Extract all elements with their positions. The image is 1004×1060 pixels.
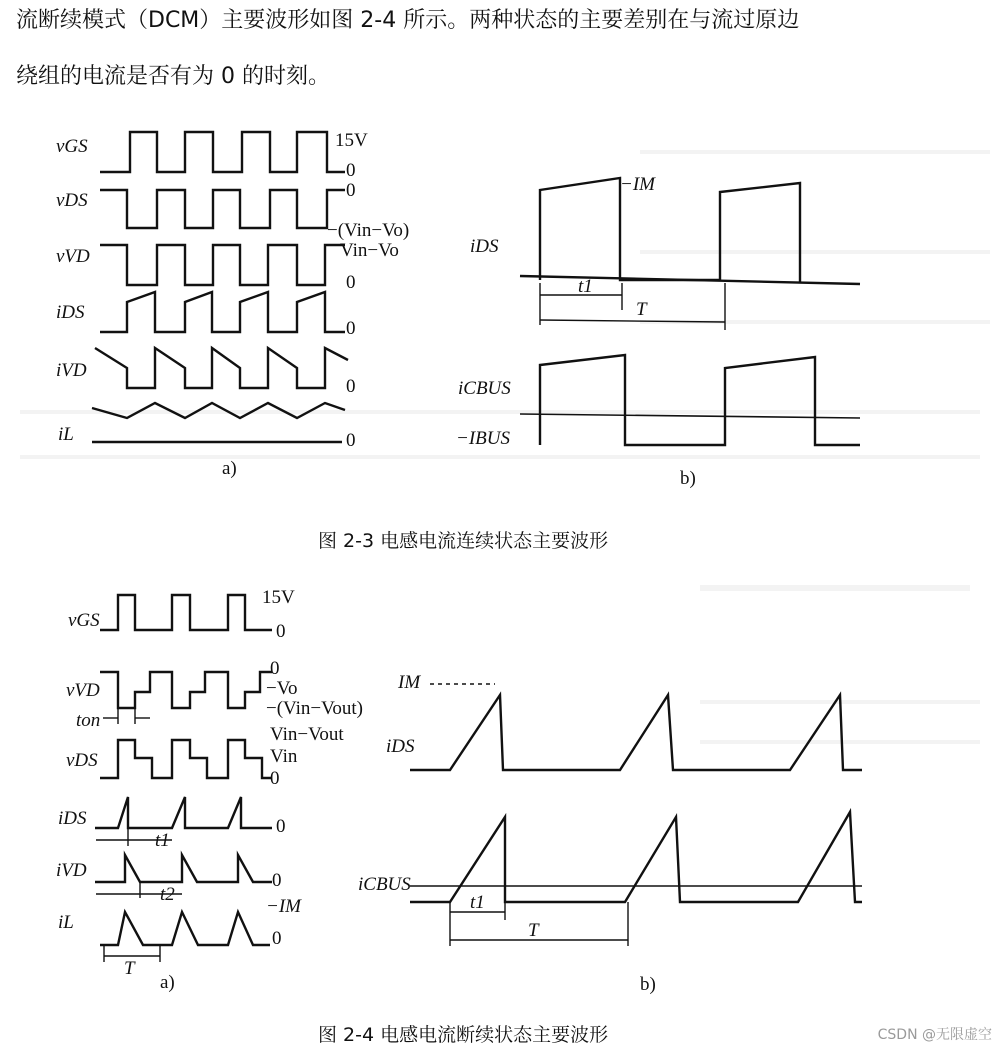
fig4-vds-wave bbox=[100, 740, 272, 778]
fig4b-icbus: iCBUS bbox=[358, 874, 411, 895]
fig4b-T: T bbox=[528, 920, 539, 941]
fig4-val-vin: Vin bbox=[270, 746, 298, 767]
fig3-label-vvd: vVD bbox=[56, 246, 90, 267]
fig4-val-0-f: 0 bbox=[272, 928, 282, 949]
fig4-panel-b: b) bbox=[640, 974, 656, 995]
fig4-val-vin-vout: Vin−Vout bbox=[270, 724, 344, 745]
fig4-val-vin-vout-neg: −(Vin−Vout) bbox=[266, 698, 363, 719]
fig3-b-waveforms bbox=[520, 178, 860, 445]
fig3-caption: 图 2-3 电感电流连续状态主要波形 bbox=[318, 530, 609, 552]
fig3-val-0-d: 0 bbox=[346, 318, 356, 339]
fig3-val-0-f: 0 bbox=[346, 430, 356, 451]
fig3-label-il: iL bbox=[58, 424, 74, 445]
fig3-vgs-wave bbox=[100, 132, 345, 172]
fig3-panel-a: a) bbox=[222, 458, 237, 479]
fig4-b-waveforms bbox=[410, 684, 862, 902]
fig3-vvd-wave bbox=[100, 245, 345, 285]
fig3b-ids: iDS bbox=[470, 236, 499, 257]
fig4-val-15v: 15V bbox=[262, 587, 295, 608]
fig3-val-0-e: 0 bbox=[346, 376, 356, 397]
fig3-panel-b: b) bbox=[680, 468, 696, 489]
fig4-b-labels bbox=[358, 672, 656, 995]
csdn-watermark: CSDN @无限虚空 bbox=[877, 1027, 992, 1043]
fig4-vvd-wave bbox=[100, 672, 272, 708]
fig3-val-vin-vo-neg: −(Vin−Vo) bbox=[327, 220, 410, 241]
fig3-a-labels bbox=[56, 130, 409, 479]
fig4-val-im: −IM bbox=[266, 896, 301, 917]
fig4-panel-a: a) bbox=[160, 972, 175, 993]
fig3-val-0-c: 0 bbox=[346, 272, 356, 293]
fig3b-T: T bbox=[636, 299, 647, 320]
fig3b-t1: t1 bbox=[578, 276, 593, 297]
fig3-ivd-wave bbox=[95, 348, 348, 388]
fig4-label-il: iL bbox=[58, 912, 74, 933]
fig4-T: T bbox=[124, 958, 135, 979]
fig3-val-0-a: 0 bbox=[346, 160, 356, 181]
fig3-val-0-b: 0 bbox=[346, 180, 356, 201]
fig3-label-ids: iDS bbox=[56, 302, 85, 323]
fig3b-icbus: iCBUS bbox=[458, 378, 511, 399]
fig4-val-vo: −Vo bbox=[266, 678, 298, 699]
body-text-line-1: 流断续模式（DCM）主要波形如图 2-4 所示。两种状态的主要差别在与流过原边 bbox=[16, 8, 800, 33]
fig3-val-vin-vo: Vin−Vo bbox=[340, 240, 399, 261]
fig4-label-ids: iDS bbox=[58, 808, 87, 829]
fig3b-ibus: −IBUS bbox=[456, 428, 510, 449]
fig4-ids-wave bbox=[95, 797, 272, 828]
fig4-val-0-a: 0 bbox=[276, 621, 286, 642]
fig3-vds-wave bbox=[100, 190, 345, 228]
fig4-val-0-c: 0 bbox=[270, 768, 280, 789]
fig4-il-wave bbox=[100, 912, 270, 945]
fig4-label-vvd: vVD bbox=[66, 680, 100, 701]
fig4-val-0-e: 0 bbox=[272, 870, 282, 891]
fig4-label-vds: vDS bbox=[66, 750, 98, 771]
fig3b-ids-wave bbox=[540, 178, 800, 282]
fig3-label-vgs: vGS bbox=[56, 136, 88, 157]
fig4b-icbus-wave bbox=[410, 812, 862, 902]
fig4b-im: IM bbox=[398, 672, 421, 693]
fig4b-ids: iDS bbox=[386, 736, 415, 757]
fig3-label-vds: vDS bbox=[56, 190, 88, 211]
fig4-a-waveforms bbox=[95, 595, 272, 945]
fig4-ton: ton bbox=[76, 710, 101, 731]
fig3-ids-wave bbox=[100, 292, 345, 332]
fig3b-icbus-axis bbox=[520, 414, 860, 418]
fig4b-t1: t1 bbox=[470, 892, 485, 913]
fig4-val-0-b: 0 bbox=[270, 658, 280, 679]
fig4-t1: t1 bbox=[155, 830, 170, 851]
fig3b-ids-axis bbox=[520, 276, 860, 284]
fig4-val-0-d: 0 bbox=[276, 816, 286, 837]
body-text-line-2: 绕组的电流是否有为 0 的时刻。 bbox=[16, 64, 330, 89]
fig4-t2: t2 bbox=[160, 884, 175, 905]
fig4-label-vgs: vGS bbox=[68, 610, 100, 631]
fig4-ivd-wave bbox=[95, 855, 272, 882]
fig3b-im: −IM bbox=[620, 174, 655, 195]
fig4b-ids-wave bbox=[410, 695, 862, 770]
fig3-a-waveforms bbox=[92, 132, 348, 442]
fig4-label-ivd: iVD bbox=[56, 860, 87, 881]
fig3-b-labels bbox=[456, 174, 696, 489]
fig3b-icbus-wave bbox=[540, 355, 860, 445]
fig4-vgs-wave bbox=[100, 595, 272, 630]
fig3-label-ivd: iVD bbox=[56, 360, 87, 381]
fig4-a-labels bbox=[56, 587, 363, 993]
fig4-caption: 图 2-4 电感电流断续状态主要波形 bbox=[318, 1024, 609, 1046]
fig3-val-15v: 15V bbox=[335, 130, 368, 151]
